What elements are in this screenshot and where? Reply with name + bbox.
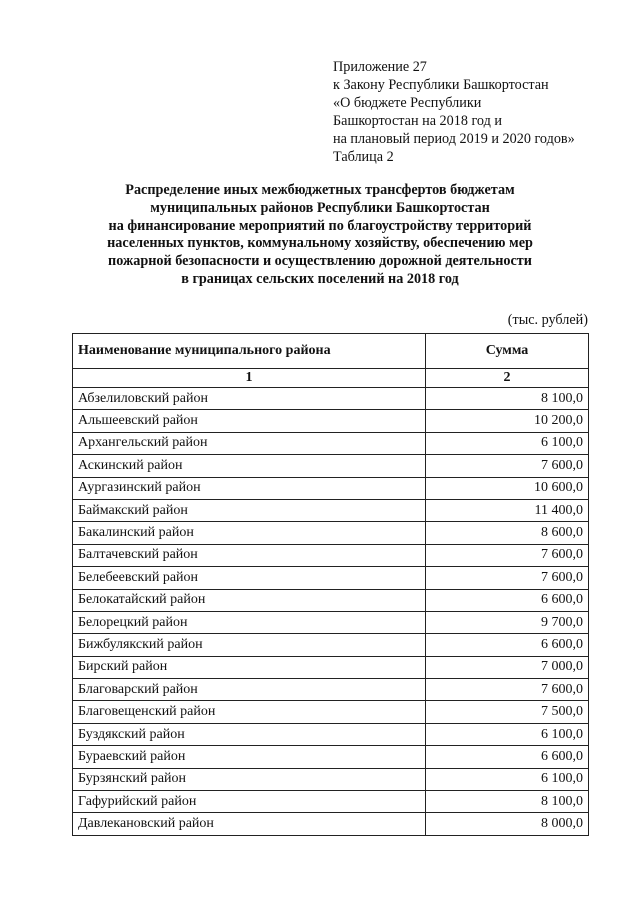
table-row [73,432,589,454]
table-row [73,455,589,477]
annex-line: Приложение 27 [333,59,427,75]
transfer-amount: 6 600,0 [426,589,589,611]
district-name: Белокатайский район [73,589,426,611]
transfer-amount: 8 600,0 [426,522,589,544]
title-line: Распределение иных межбюджетных трансфертов бюджетам [125,182,515,198]
column-header-name: Наименование муниципального района [73,334,426,369]
document-title [60,182,580,289]
district-name: Аскинский район [73,455,426,477]
table-header-row [73,334,589,369]
table-row [73,768,589,790]
district-name: Благоварский район [73,679,426,701]
transfer-amount: 7 600,0 [426,567,589,589]
district-name: Буздякский район [73,723,426,745]
district-name: Благовещенский район [73,701,426,723]
district-name: Баймакский район [73,499,426,521]
district-name: Альшеевский район [73,410,426,432]
table-row [73,723,589,745]
district-name: Архангельский район [73,432,426,454]
transfer-amount: 7 600,0 [426,679,589,701]
transfer-amount: 11 400,0 [426,499,589,521]
table-row [73,499,589,521]
title-line: в границах сельских поселений на 2018 год [181,270,459,287]
transfer-amount: 6 600,0 [426,746,589,768]
district-name: Балтачевский район [73,544,426,566]
table-row [73,388,589,410]
transfer-amount: 7 000,0 [426,656,589,678]
transfer-amount: 8 100,0 [426,388,589,410]
table-row [73,410,589,432]
district-name: Белебеевский район [73,567,426,589]
annex-line: Таблица 2 [333,149,394,165]
annex-header [333,58,633,166]
table-row [73,701,589,723]
district-name: Бирский район [73,656,426,678]
table-row [73,477,589,499]
transfer-amount: 8 100,0 [426,791,589,813]
units-note: (тыс. рублей) [507,312,588,328]
district-name: Бурзянский район [73,768,426,790]
transfer-amount: 7 600,0 [426,544,589,566]
transfer-amount: 6 100,0 [426,768,589,790]
table-row [73,791,589,813]
column-number: 2 [426,369,589,388]
table-row [73,544,589,566]
transfer-amount: 7 600,0 [426,455,589,477]
annex-line: на плановый период 2019 и 2020 годов» [333,131,575,147]
district-name: Бакалинский район [73,522,426,544]
district-name: Гафурийский район [73,791,426,813]
annex-line: к Закону Республики Башкортостан [333,77,549,93]
district-name: Бижбулякский район [73,634,426,656]
table-row [73,679,589,701]
transfer-amount: 10 600,0 [426,477,589,499]
table-row [73,611,589,633]
title-line: пожарной безопасности и осуществлению дорожной деятельности [108,253,532,270]
transfer-amount: 7 500,0 [426,701,589,723]
transfer-amount: 6 100,0 [426,723,589,745]
annex-line: «О бюджете Республики [333,95,482,111]
table-row [73,746,589,768]
annex-line: Башкортостан на 2018 год и [333,113,502,129]
table-row [73,567,589,589]
column-header-sum: Сумма [426,334,589,369]
title-line: населенных пунктов, коммунальному хозяйству, обеспечению мер [107,235,533,252]
district-name: Абзелиловский район [73,388,426,410]
table-row [73,634,589,656]
transfer-amount: 10 200,0 [426,410,589,432]
district-name: Давлекановский район [73,813,426,835]
table-row [73,522,589,544]
transfer-amount: 6 100,0 [426,432,589,454]
transfer-amount: 9 700,0 [426,611,589,633]
transfer-amount: 6 600,0 [426,634,589,656]
table-body [73,388,589,836]
transfer-amount: 8 000,0 [426,813,589,835]
column-number: 1 [73,369,426,388]
table-row [73,656,589,678]
transfers-table [72,333,589,836]
column-number-row [73,369,589,388]
table-row [73,589,589,611]
district-name: Аургазинский район [73,477,426,499]
title-line: муниципальных районов Республики Башкортостан [150,199,490,216]
district-name: Белорецкий район [73,611,426,633]
title-line: на финансирование мероприятий по благоустройству территорий [108,217,532,234]
table-row [73,813,589,835]
district-name: Бураевский район [73,746,426,768]
